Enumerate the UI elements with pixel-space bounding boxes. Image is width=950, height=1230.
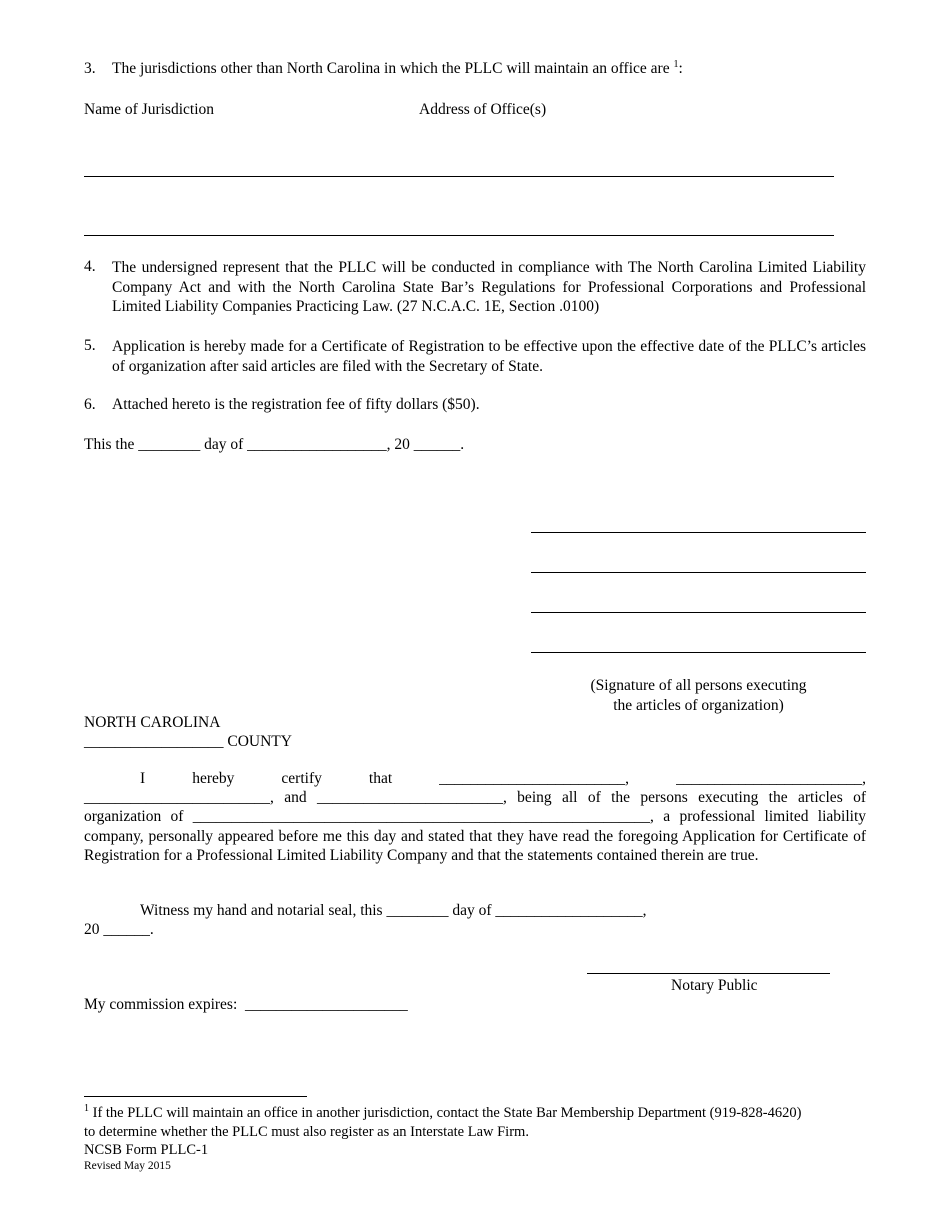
jurisdiction-entry-line-1[interactable] bbox=[84, 176, 834, 177]
certify-line-1 bbox=[140, 770, 866, 788]
certify-name-blank[interactable]: ________________________, bbox=[439, 770, 630, 787]
notary-signature-line[interactable] bbox=[587, 973, 830, 974]
signature-line-4[interactable] bbox=[531, 652, 866, 653]
date-line[interactable]: This the ________ day of __________________, 20 ______. bbox=[84, 436, 465, 453]
form-id: NCSB Form PLLC-1 bbox=[84, 1142, 209, 1158]
footnote-mark: 1 bbox=[84, 1103, 89, 1114]
notary-public-label: Notary Public bbox=[671, 977, 758, 994]
jurisdiction-entry-line-2[interactable] bbox=[84, 235, 834, 236]
notary-state: NORTH CAROLINA bbox=[84, 714, 221, 731]
witness-line-1[interactable]: Witness my hand and notarial seal, this ________ day of ___________________, bbox=[140, 902, 647, 919]
item6-text: Attached hereto is the registration fee of fifty dollars ($50). bbox=[112, 396, 480, 413]
item5-text: Application is hereby made for a Certificate of Registration to be effective upon the effective date of the PLLC’s articles of organization after said articles are filed with the Secretary of State. bbox=[112, 338, 866, 375]
witness-line-2[interactable]: 20 ______. bbox=[84, 921, 154, 938]
revised-date: Revised May 2015 bbox=[84, 1160, 171, 1172]
item4-number: 4. bbox=[84, 258, 96, 275]
certify-line-2[interactable]: ________________________, and ________________________, being all of the persons executing the articles of bbox=[84, 789, 866, 806]
signature-caption-line-2: the articles of organization) bbox=[613, 696, 784, 714]
certify-rest: company, personally appeared before me this day and stated that they have read the foregoing Application for Certificate of Registration for a Professional Limited Liability Company and that the statements contained therein are true. bbox=[84, 828, 866, 864]
footnote-line-1 bbox=[84, 1104, 801, 1123]
signature-caption bbox=[531, 676, 866, 715]
item3-colon: : bbox=[678, 60, 683, 77]
notary-county[interactable]: __________________ COUNTY bbox=[84, 733, 292, 750]
item3-text-body: The jurisdictions other than North Carolina in which the PLLC will maintain an office are bbox=[112, 60, 670, 77]
item3-number: 3. bbox=[84, 60, 96, 77]
footnote-reference: 1 bbox=[673, 59, 679, 70]
col-jurisdiction-label: Name of Jurisdiction bbox=[84, 101, 215, 118]
signature-line-1[interactable] bbox=[531, 532, 866, 533]
signature-line-2[interactable] bbox=[531, 572, 866, 573]
footnote bbox=[84, 1104, 801, 1142]
signature-caption-line-1: (Signature of all persons executing bbox=[590, 677, 807, 694]
item5-number: 5. bbox=[84, 337, 96, 354]
certify-name-blank[interactable]: ________________________, bbox=[676, 770, 866, 787]
item4-text: The undersigned represent that the PLLC will be conducted in compliance with The North Carolina Limited Liability Company Act and with the North Carolina State Bar’s Regulations for Professional Corporations and Professional Limited Liability Companies Practicing Law. (27 N.C.A.C. 1E, Section .0100) bbox=[112, 259, 866, 315]
certify-word: I bbox=[140, 770, 146, 787]
footnote-text-1: If the PLLC will maintain an office in another jurisdiction, contact the State Bar Membership Department (919-828-4620) bbox=[92, 1105, 802, 1121]
certify-word: hereby bbox=[192, 770, 235, 787]
item6-number: 6. bbox=[84, 396, 96, 413]
certify-word: certify bbox=[281, 770, 322, 787]
col-address-label: Address of Office(s) bbox=[419, 101, 547, 118]
footnote-line-2: to determine whether the PLLC must also register as an Interstate Law Firm. bbox=[84, 1124, 529, 1140]
footnote-separator bbox=[84, 1096, 307, 1097]
certify-line-3[interactable]: organization of ___________________________________________________________, a professional limited liability bbox=[84, 808, 866, 825]
commission-expires[interactable]: My commission expires: _____________________ bbox=[84, 996, 408, 1013]
item3-text bbox=[112, 60, 683, 78]
certify-word: that bbox=[368, 770, 393, 787]
signature-line-3[interactable] bbox=[531, 612, 866, 613]
